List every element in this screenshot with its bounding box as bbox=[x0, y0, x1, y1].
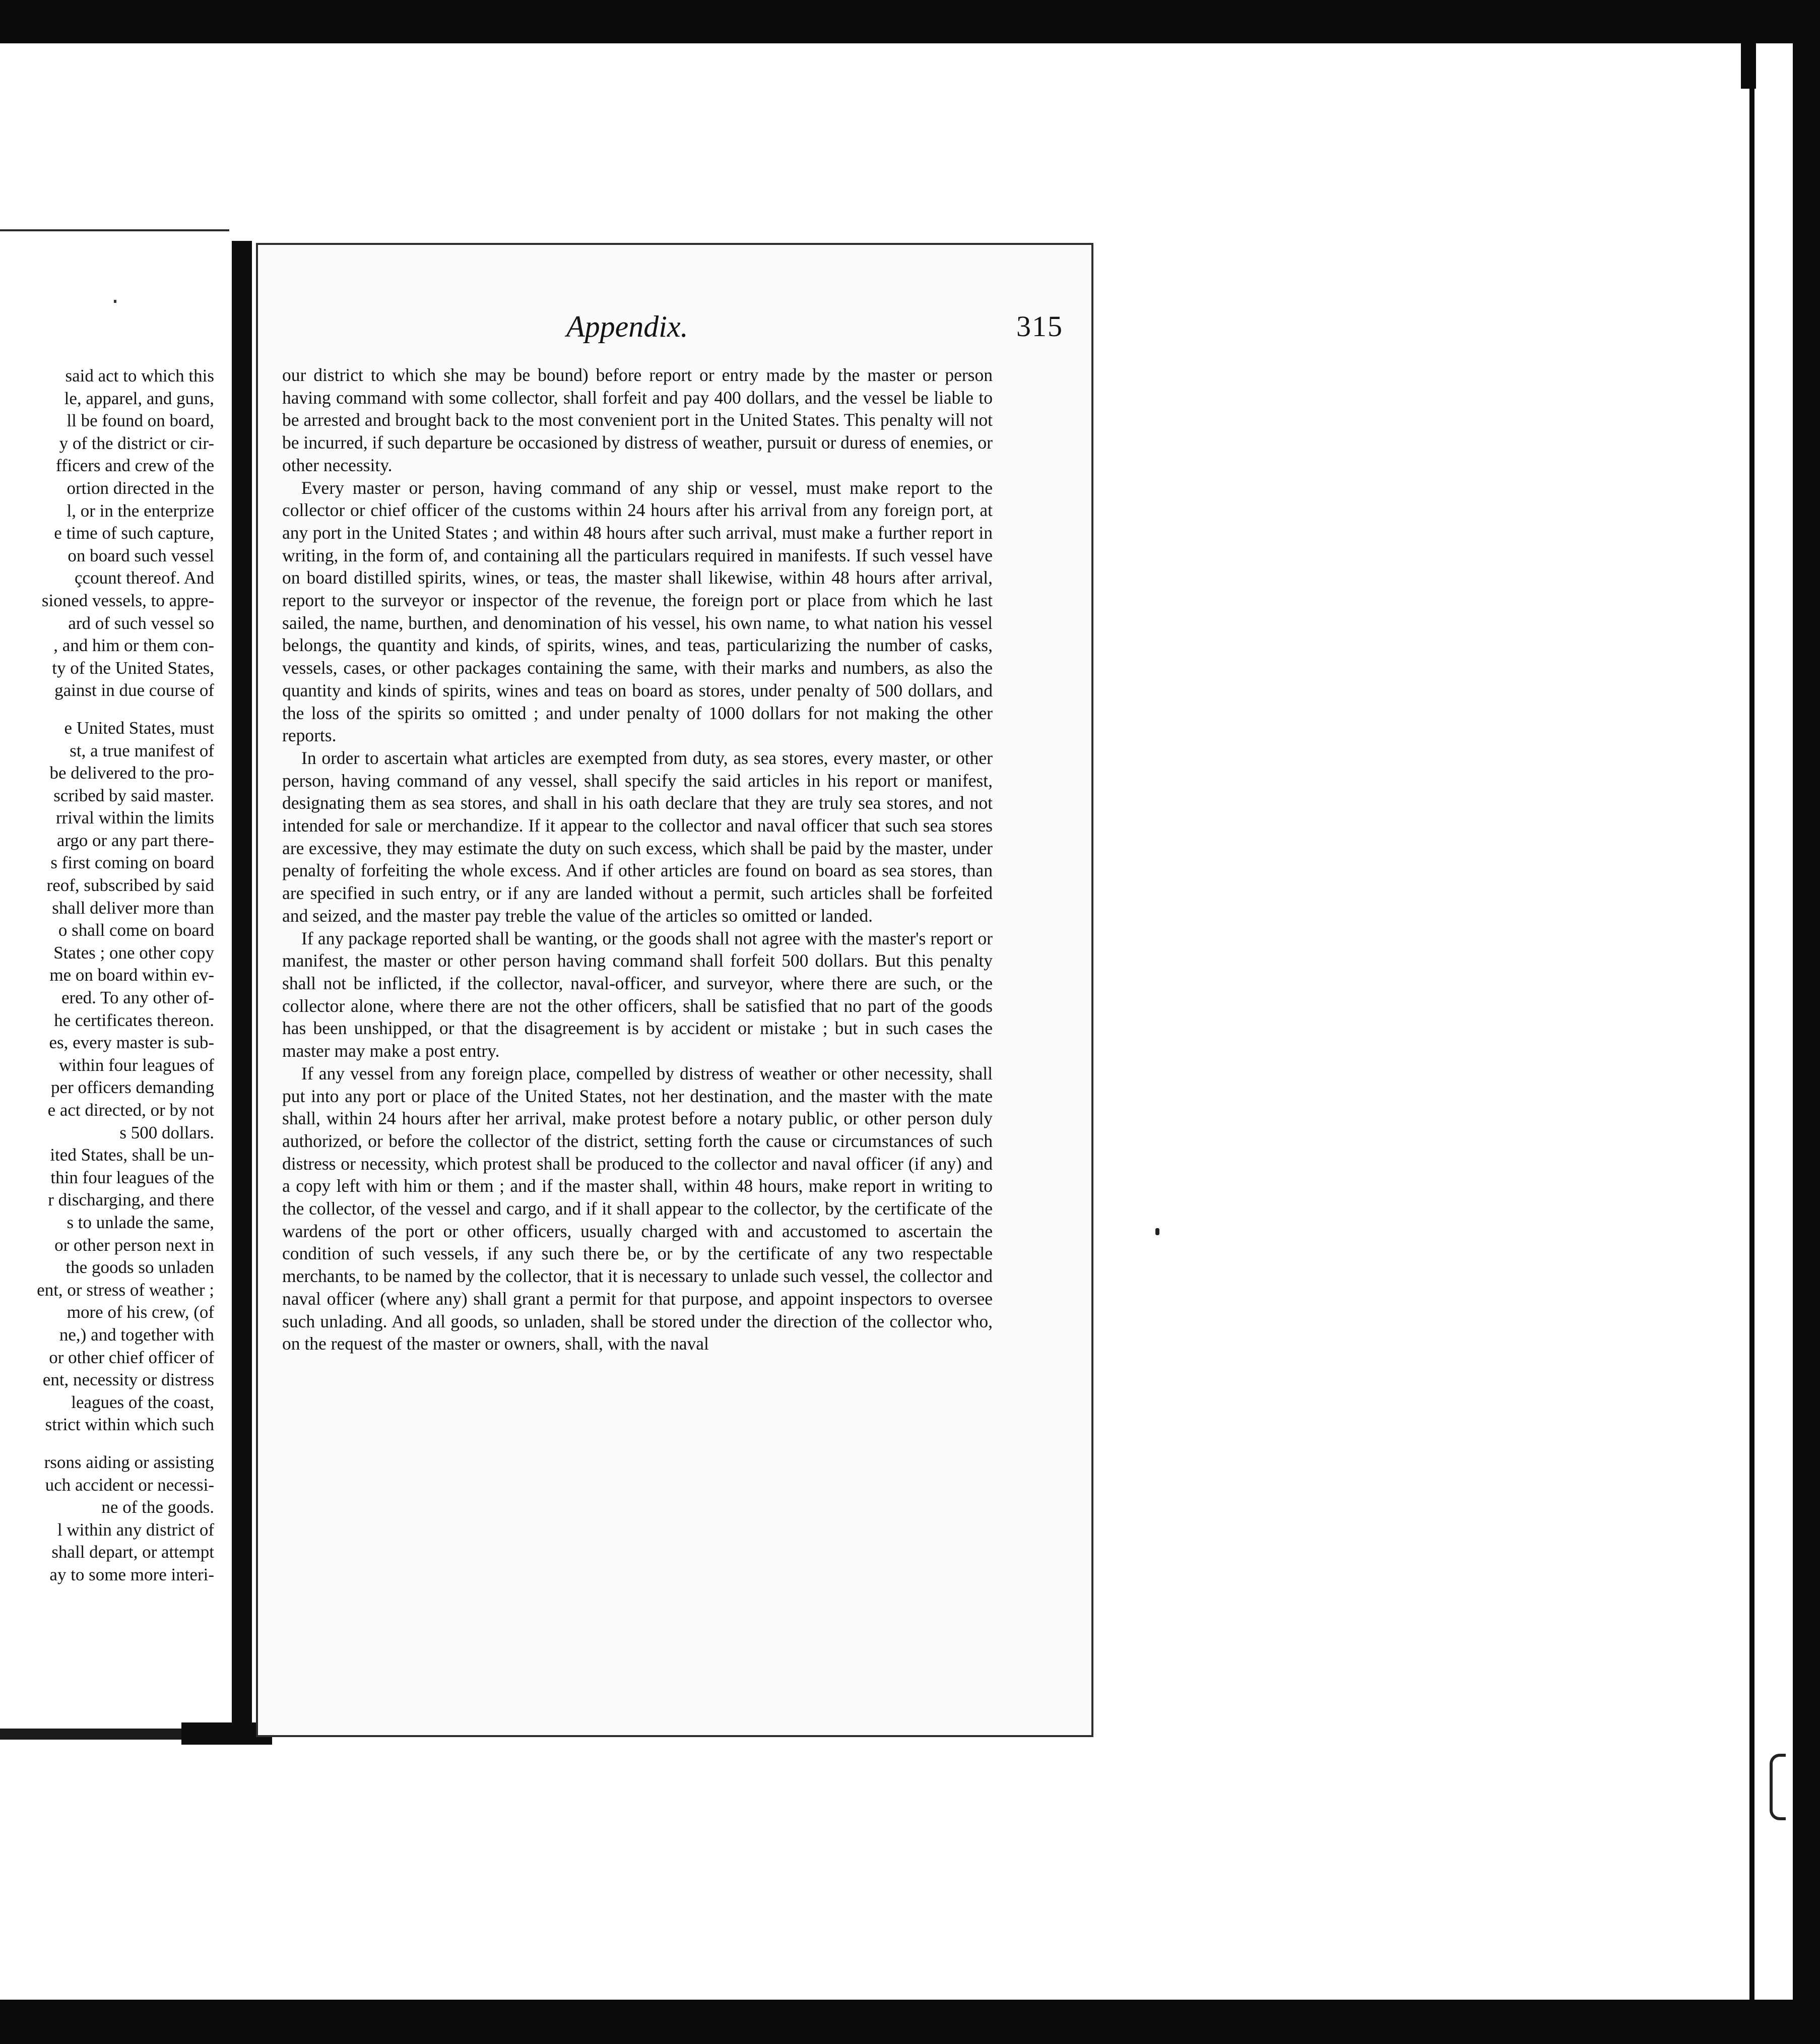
left-page-line: çcount thereof. And bbox=[75, 568, 214, 588]
speck bbox=[114, 300, 116, 303]
left-page-line: States ; one other copy bbox=[53, 942, 214, 963]
page-number: 315 bbox=[1016, 310, 1063, 343]
paragraph: If any vessel from any foreign place, compelled by distress of weather or other necessity, shall put into any port or place of the United States, not her destination, and the master with the mate shall, within 24 hours after her arrival, make protest before a notary public, or other person duly authorized, or before the collector of the district, setting forth the cause or circumstances of such distress or necessity, which protest shall be produced to the collector and naval officer (if any) and a copy left with him or them ; and if the master shall, within 48 hours, make report in writing to the collector, of the vessel and cargo, and if it shall appear to the collector, by the certificate of the wardens of the port or other officers, usually charged with and accustomed to ascertain the condition of such vessels, if any such there be, or by the certificate of any two respectable merchants, to be named by the collector, that it is necessary to unlade such vessel, the collector and naval officer (where any) shall grant a permit for that purpose, and appoint inspectors to oversee such unlading. And all goods, so unladen, shall be stored under the direction of the collector who, on the request of the master or owners, shall, with the naval bbox=[282, 1063, 993, 1354]
left-page-line: within four leagues of bbox=[58, 1055, 214, 1075]
left-page-line: e act directed, or by not bbox=[47, 1100, 214, 1120]
left-page-line: argo or any part there- bbox=[56, 830, 214, 850]
left-page-line: on board such vessel bbox=[68, 545, 214, 565]
left-page-line: said act to which this bbox=[65, 366, 214, 386]
left-page-line: or other chief officer of bbox=[49, 1347, 214, 1367]
left-page-line: ty of the United States, bbox=[52, 658, 214, 678]
left-page-line: leagues of the coast, bbox=[71, 1392, 214, 1412]
left-page-line: more of his crew, (of bbox=[67, 1302, 214, 1322]
left-page-line: s 500 dollars. bbox=[119, 1122, 214, 1142]
left-page-line: rsons aiding or assisting bbox=[44, 1452, 214, 1472]
left-page-line: ortion directed in the bbox=[67, 478, 214, 498]
left-page-line: shall depart, or attempt bbox=[51, 1542, 214, 1562]
left-page-line: per officers demanding bbox=[51, 1077, 214, 1098]
left-page-line: ay to some more interi- bbox=[49, 1564, 214, 1584]
left-page-line: e United States, must bbox=[64, 718, 214, 738]
page-header bbox=[258, 309, 1091, 350]
left-page-line: be delivered to the pro- bbox=[49, 763, 214, 783]
left-page-line: ered. To any other of- bbox=[61, 988, 214, 1008]
left-page-line: thin four leagues of the bbox=[50, 1167, 214, 1187]
left-page-line: s first coming on board bbox=[50, 853, 214, 873]
scan-border-notch bbox=[1741, 43, 1756, 89]
left-page-line: s to unlade the same, bbox=[67, 1212, 214, 1232]
left-page-line: uch accident or necessi- bbox=[45, 1475, 214, 1495]
left-facing-page bbox=[0, 229, 229, 1743]
left-page-line: es, every master is sub- bbox=[49, 1033, 214, 1053]
page-body bbox=[282, 364, 993, 1355]
running-head: Appendix. bbox=[566, 310, 688, 343]
left-page-line: , and him or them con- bbox=[53, 635, 214, 656]
left-page-line: rrival within the limits bbox=[56, 808, 214, 828]
left-page-line: ll be found on board, bbox=[67, 411, 214, 431]
left-page-line: reof, subscribed by said bbox=[46, 875, 214, 896]
scan-margin-right bbox=[1749, 43, 1793, 2000]
edge-mark bbox=[1770, 1754, 1786, 1820]
left-page-line: strict within which such bbox=[45, 1415, 214, 1435]
paragraph: If any package reported shall be wanting, or the goods shall not agree with the master's report or manifest, the master or other person having command shall forfeit 500 dollars. But this penalty shall not be inflicted, if the collector, naval-officer, and surveyor, where there are such, or the collector alone, where there are not the other officers, shall be satisfied that no part of the goods has been unshipped, or that the disagreement is by accident or mistake ; but in such cases the master may make a post entry. bbox=[282, 928, 993, 1061]
left-page-line: shall deliver more than bbox=[52, 898, 214, 918]
left-page-line: he certificates thereon. bbox=[54, 1010, 214, 1030]
left-page-line: fficers and crew of the bbox=[55, 456, 214, 476]
paragraph: Every master or person, having command of any ship or vessel, must make report to the collector or chief officer of the customs within 24 hours after his arrival from any foreign port, at any port in the United States ; and within 48 hours after such arrival, must make a further report in writing, in the form of, and containing all the particulars required in manifests. If such vessel have on board distilled spirits, wines, or teas, the master shall likewise, within 48 hours after arrival, report to the surveyor or inspector of the revenue, the foreign port or place from which he last sailed, the name, burthen, and denomination of his vessel, his own name, to what nation his vessel belongs, the quantity and kinds, of spirits, wines, and teas, particularizing the number of casks, vessels, cases, or other packages containing the same, with their marks and numbers, as also the quantity and kinds of spirits, wines and teas on board as stores, under penalty of 500 dollars, and the loss of the spirits so omitted ; and under penalty of 1000 dollars for not making the other reports. bbox=[282, 477, 993, 746]
left-page-line: le, apparel, and guns, bbox=[64, 388, 214, 408]
left-page-line: gainst in due course of bbox=[54, 680, 214, 700]
left-page-line: ard of such vessel so bbox=[68, 613, 214, 633]
book-gutter bbox=[232, 241, 252, 1743]
left-page-line: st, a true manifest of bbox=[70, 740, 214, 760]
speck bbox=[1155, 1228, 1159, 1235]
left-page-line: scribed by said master. bbox=[53, 785, 214, 805]
paragraph: In order to ascertain what articles are exempted from duty, as sea stores, every master, or other person, having command of any vessel, shall specify the said articles in his report or manifest, designating them as sea stores, and shall in his oath declare that they are truly sea stores, and not intended for sale or merchandize. If it appear to the collector and naval officer that such sea stores are excessive, they may estimate the duty on such excess, which shall be paid by the master, under penalty of forfeiting the whole excess. And if other articles are found on board as sea stores, than are specified in such entry, or if any are landed without a permit, such articles shall be forfeited and seized, and the master pay treble the value of the articles so omitted or landed. bbox=[282, 747, 993, 926]
left-page-line: ne,) and together with bbox=[59, 1324, 214, 1345]
scan-border-top bbox=[0, 0, 1820, 43]
left-page-line: the goods so unladen bbox=[66, 1257, 214, 1278]
left-page-line: y of the district or cir- bbox=[59, 433, 214, 453]
left-page-line: l within any district of bbox=[57, 1519, 214, 1540]
left-page-line: sioned vessels, to appre- bbox=[41, 590, 214, 610]
book-page bbox=[256, 243, 1093, 1737]
left-page-text bbox=[0, 365, 214, 1586]
left-page-line: ited States, shall be un- bbox=[50, 1145, 214, 1165]
left-page-line bbox=[0, 1436, 214, 1451]
left-page-line: o shall come on board bbox=[58, 920, 214, 940]
left-page-line: or other person next in bbox=[54, 1235, 214, 1255]
left-page-line: r discharging, and there bbox=[48, 1190, 214, 1210]
left-page-line: me on board within ev- bbox=[49, 965, 214, 985]
left-page-line: e time of such capture, bbox=[54, 523, 214, 543]
scan-border-bottom bbox=[0, 2000, 1820, 2044]
left-page-line bbox=[0, 702, 214, 717]
paragraph: our district to which she may be bound) before report or entry made by the master or person having command with some collector, shall forfeit and pay 400 dollars, and the vessel be liable to be arrested and brought back to the most convenient port in the United States. This penalty will not be incurred, if such departure be occasioned by distress of weather, pursuit or duress of enemies, or other necessity. bbox=[282, 365, 993, 475]
left-page-line: ent, or stress of weather ; bbox=[37, 1280, 214, 1300]
left-page-line: l, or in the enterprize bbox=[67, 500, 214, 521]
left-page-line: ent, necessity or distress bbox=[42, 1370, 214, 1390]
left-page-line: ne of the goods. bbox=[101, 1497, 214, 1517]
